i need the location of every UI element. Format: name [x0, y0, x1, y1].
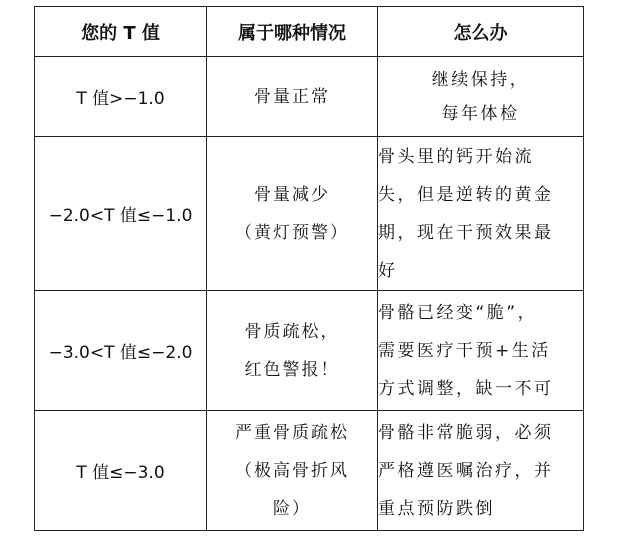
t-score-table	[34, 6, 584, 531]
condition-line: （黄灯预警）	[235, 222, 349, 243]
condition-cell	[207, 57, 378, 137]
table-row	[35, 137, 584, 291]
t-value-cell: −3.0<T 值≤−2.0	[35, 291, 207, 411]
table-row	[35, 57, 584, 137]
table-row	[35, 291, 584, 411]
condition-line: 严重骨质疏松	[235, 422, 349, 443]
t-value-cell: T 值≤−3.0	[35, 411, 207, 531]
action-cell	[378, 137, 584, 291]
header-action: 怎么办	[378, 7, 584, 57]
t-value-cell: T 值>−1.0	[35, 57, 207, 137]
action-line: 好	[378, 260, 398, 281]
table-header-row	[35, 7, 584, 57]
header-condition: 属于哪种情况	[207, 7, 378, 57]
condition-line: 骨质疏松，	[244, 321, 340, 342]
action-cell	[378, 57, 584, 137]
action-line: 继续保持，	[431, 69, 530, 90]
action-line: 骨骼非常脆弱，必须	[378, 422, 554, 443]
table-row	[35, 411, 584, 531]
action-line: 严格遵医嘱治疗，并	[378, 460, 554, 481]
condition-line: 红色警报！	[244, 359, 340, 380]
action-line: 方式调整，缺一不可	[378, 378, 554, 399]
condition-line: 骨量正常	[254, 86, 330, 107]
action-line: 骨骼已经变“脆”，	[378, 302, 538, 323]
condition-cell	[207, 291, 378, 411]
action-line: 骨头里的钙开始流	[378, 146, 534, 167]
action-line: 每年体检	[441, 103, 520, 124]
condition-cell	[207, 411, 378, 531]
condition-line: （极高骨折风	[235, 460, 349, 481]
action-cell	[378, 291, 584, 411]
action-line: 失，但是逆转的黄金	[378, 184, 554, 205]
header-t-value: 您的 T 值	[35, 7, 207, 57]
t-value-cell: −2.0<T 值≤−1.0	[35, 137, 207, 291]
action-cell	[378, 411, 584, 531]
condition-line: 险）	[273, 498, 311, 519]
action-line: 期，现在干预效果最	[378, 222, 554, 243]
action-line: 重点预防跌倒	[378, 498, 495, 519]
action-line: 需要医疗干预+生活	[378, 340, 551, 361]
condition-line: 骨量减少	[254, 184, 330, 205]
condition-cell	[207, 137, 378, 291]
